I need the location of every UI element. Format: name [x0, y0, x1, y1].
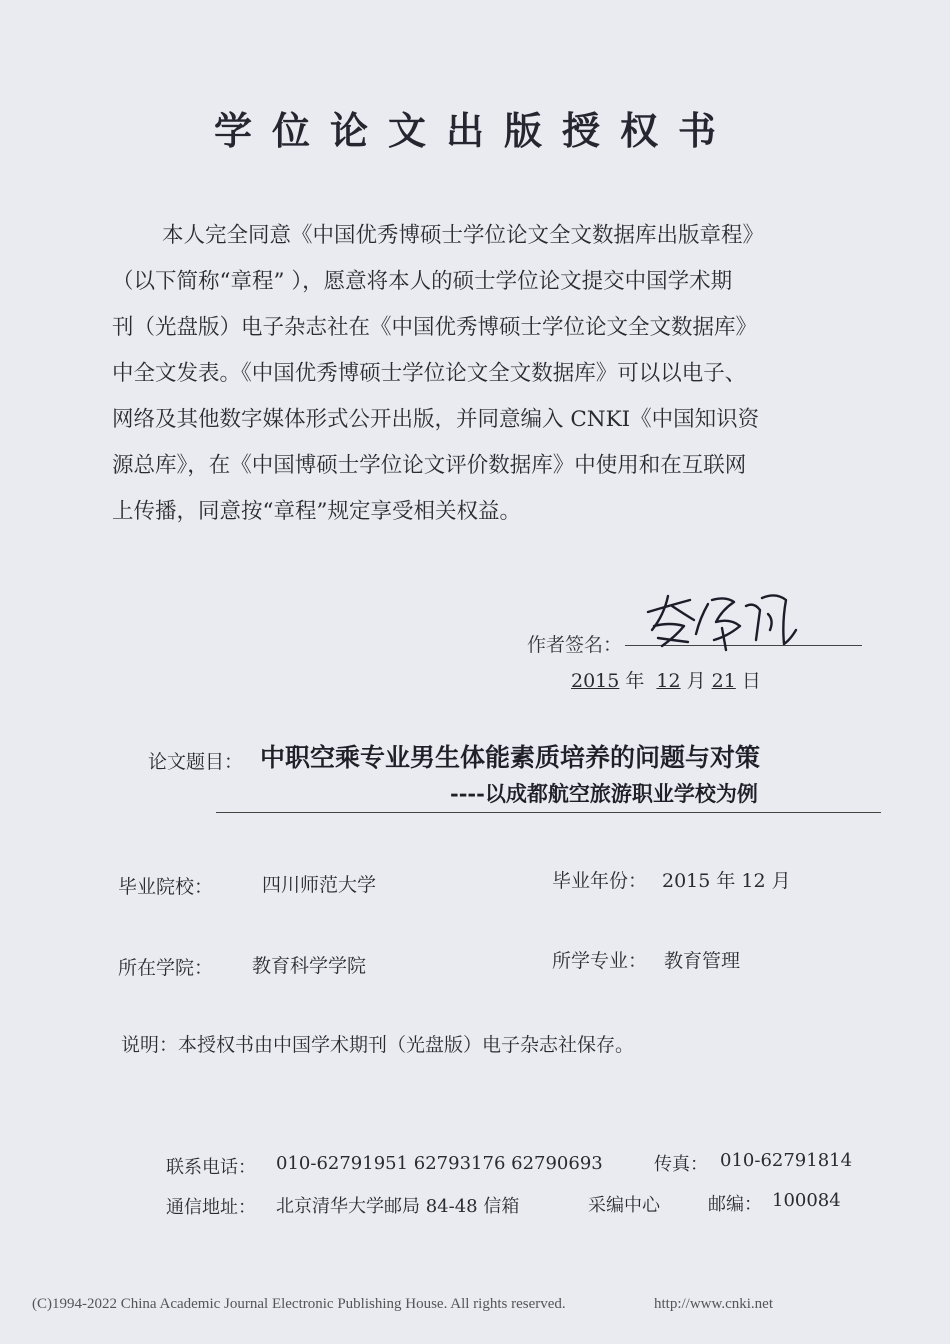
phone-label: 联系电话：	[166, 1157, 256, 1178]
cnki-url[interactable]: http://www.cnki.net	[654, 1296, 774, 1312]
date-year: 2015	[571, 670, 620, 692]
date-month-unit: 月	[686, 670, 706, 692]
date-month: 12	[656, 670, 681, 692]
copyright-footer: (C)1994-2022 China Academic Journal Electronic Publishing House. All rights reserved.	[32, 1296, 566, 1312]
school-label: 毕业院校：	[118, 876, 214, 898]
major-label: 所学专业：	[552, 950, 648, 972]
college-label: 所在学院：	[118, 957, 214, 979]
storage-note: 说明：本授权书由中国学术期刊（光盘版）电子杂志社保存。	[121, 1034, 635, 1056]
major-value: 教育管理	[664, 950, 741, 972]
fax-label: 传真：	[654, 1154, 708, 1175]
school-value: 四川师范大学	[262, 874, 377, 896]
college-value: 教育科学学院	[252, 955, 367, 977]
thesis-underline	[216, 812, 881, 813]
paragraph-line: 源总库》，在《中国博硕士学位论文评价数据库》中使用和在互联网	[112, 453, 747, 478]
paragraph-line: 网络及其他数字媒体形式公开出版，并同意编入 CNKI《中国知识资	[112, 407, 760, 432]
fax-number: 010-62791814	[720, 1150, 853, 1171]
date-day-unit: 日	[741, 670, 761, 692]
page-title: 学位论文出版授权书	[213, 108, 736, 153]
date-year-unit: 年	[625, 670, 645, 692]
authorization-paragraph	[112, 213, 882, 535]
thesis-title: 中职空乘专业男生体能素质培养的问题与对策	[260, 743, 761, 772]
thesis-title-label: 论文题目：	[148, 751, 244, 773]
paragraph-line: 本人完全同意《中国优秀博硕士学位论文全文数据库出版章程》	[162, 223, 765, 248]
signature-line	[625, 645, 862, 646]
paragraph-line: （以下简称“章程” ），愿意将本人的硕士学位论文提交中国学术期	[112, 269, 733, 294]
phone-numbers: 010-62791951 62793176 62790693	[276, 1153, 603, 1174]
graduation-year-label: 毕业年份：	[552, 870, 648, 892]
address-label: 通信地址：	[166, 1197, 256, 1218]
paragraph-line: 刊（光盘版）电子杂志社在《中国优秀博硕士学位论文全文数据库》	[112, 315, 758, 340]
paragraph-line: 中全文发表。《中国优秀博硕士学位论文全文数据库》可以以电子、	[112, 361, 747, 386]
graduation-year-value: 2015 年 12 月	[662, 870, 791, 892]
address-value: 北京清华大学邮局 84-48 信箱	[276, 1196, 520, 1217]
thesis-subtitle: ----以成都航空旅游职业学校为例	[450, 781, 758, 806]
signature-date	[565, 666, 761, 693]
signature-label: 作者签名：	[527, 634, 623, 656]
paragraph-line: 上传播，同意按“章程”规定享受相关权益。	[112, 499, 521, 524]
postcode-label: 邮编：	[708, 1194, 762, 1215]
date-day: 21	[711, 670, 736, 692]
postcode-value: 100084	[772, 1190, 841, 1211]
department: 采编中心	[588, 1195, 660, 1216]
